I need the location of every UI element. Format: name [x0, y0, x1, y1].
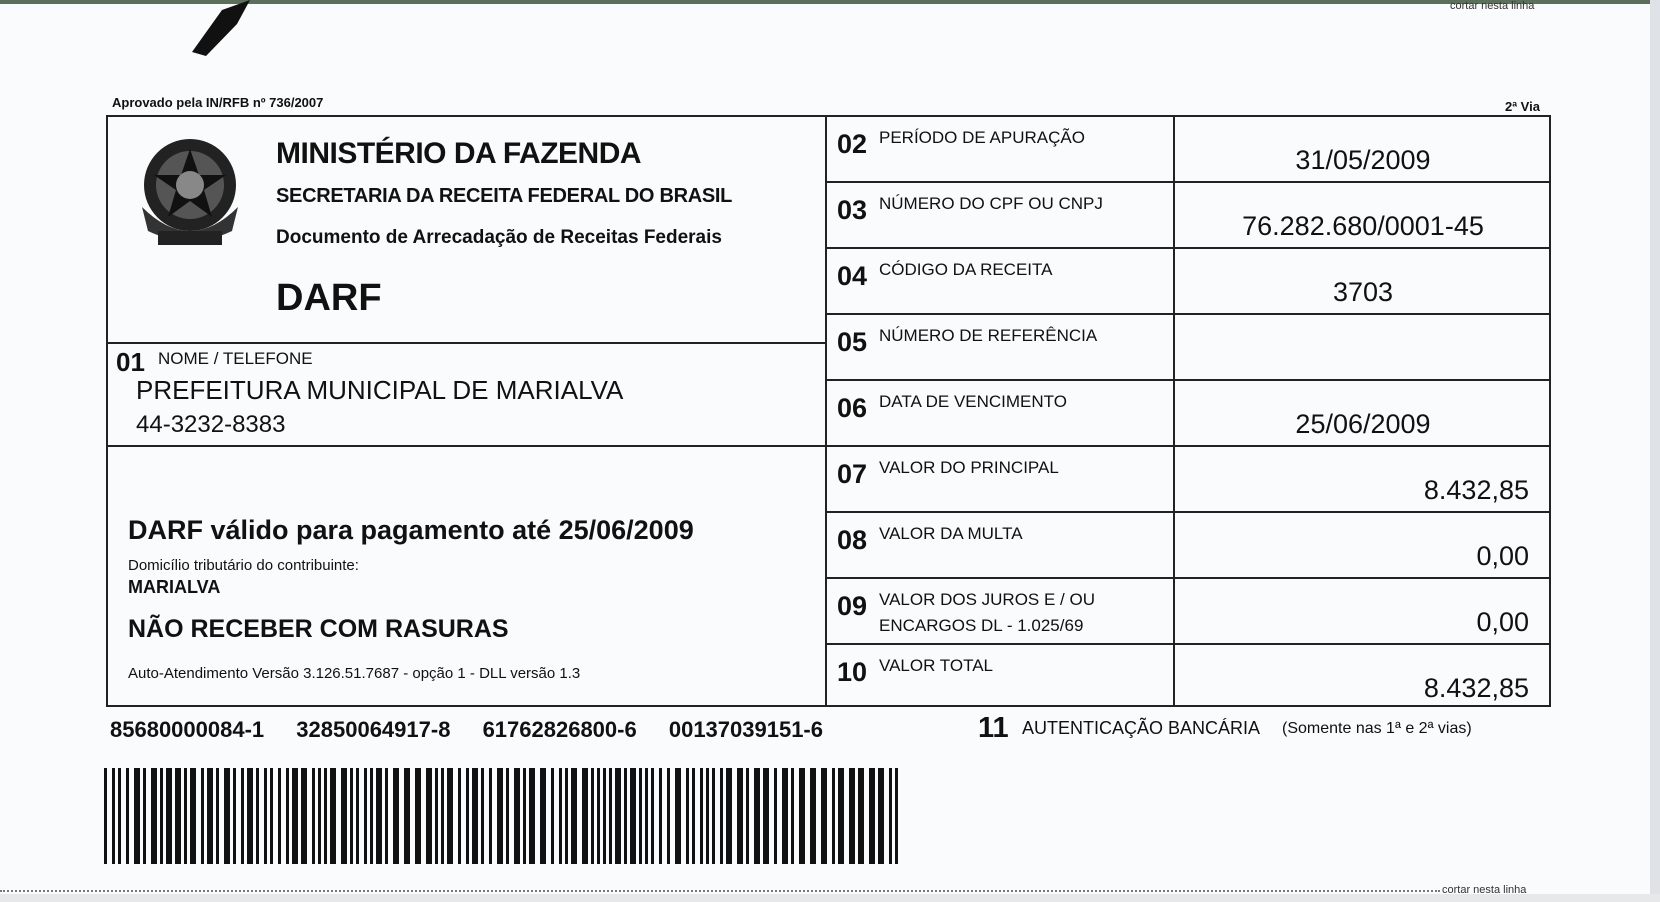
- field-label: CÓDIGO DA RECEITA: [879, 260, 1053, 279]
- ministry-title: MINISTÉRIO DA FAZENDA: [276, 137, 642, 170]
- divider: [108, 445, 826, 447]
- field-label-cell: [827, 513, 1175, 577]
- field-value: 3703: [1332, 277, 1394, 307]
- cut-line-label: cortar nesta linha: [1442, 884, 1527, 896]
- field-value: 0,00: [1476, 541, 1529, 571]
- secretariat-title: SECRETARIA DA RECEITA FEDERAL DO BRASIL: [276, 185, 733, 207]
- barcode-block: 00137039151-6: [668, 717, 823, 742]
- taxpayer-phone: 44-3232-8383: [136, 411, 286, 438]
- barcode-icon: [104, 768, 902, 864]
- field-row-02: [827, 117, 1549, 183]
- field-11-label: AUTENTICAÇÃO BANCÁRIA: [1022, 718, 1261, 738]
- field-number: 07: [837, 459, 868, 489]
- field-number: 05: [837, 327, 868, 357]
- field-value: 25/06/2009: [1295, 409, 1431, 439]
- fields-table: [825, 115, 1551, 707]
- field-01-number: 01: [116, 347, 145, 377]
- cut-line-label-top: cortar nesta linha: [1450, 0, 1535, 12]
- field-label: VALOR TOTAL: [879, 656, 994, 675]
- field-row-03: [827, 183, 1549, 249]
- document-title: Documento de Arrecadação de Receitas Federais: [276, 227, 722, 248]
- self-service-version: Auto-Atendimento Versão 3.126.51.7687 - opção 1 - DLL versão 1.3: [128, 665, 581, 682]
- taxpayer-name: PREFEITURA MUNICIPAL DE MARIALVA: [136, 375, 624, 405]
- field-label: DATA DE VENCIMENTO: [879, 392, 1067, 411]
- header-block: [106, 115, 826, 707]
- field-01-label: NOME / TELEFONE: [158, 349, 313, 368]
- field-row-05: [827, 315, 1549, 381]
- field-number: 10: [837, 657, 868, 687]
- field-label-cell: [827, 183, 1175, 247]
- paper-bottom-edge: [0, 894, 1660, 902]
- field-row-04: [827, 249, 1549, 315]
- cut-line: [0, 890, 1440, 892]
- field-11-number: 11: [978, 712, 1009, 744]
- field-label: PERÍODO DE APURAÇÃO: [879, 128, 1085, 147]
- field-number: 04: [837, 261, 868, 291]
- barcode-block: 32850064917-8: [296, 717, 451, 742]
- field-value: 8.432,85: [1423, 475, 1529, 505]
- field-label-cell: [827, 117, 1175, 181]
- brazil-coat-of-arms-icon: [128, 127, 253, 255]
- barcode-block: 61762826800-6: [482, 717, 637, 742]
- validity-note: DARF válido para pagamento até 25/06/2009: [128, 515, 694, 545]
- paper-right-edge: [1650, 0, 1660, 902]
- field-label: VALOR DO PRINCIPAL: [879, 458, 1059, 477]
- field-label-cell: [827, 381, 1175, 445]
- field-value: 76.282.680/0001-45: [1242, 211, 1484, 241]
- approval-note: Aprovado pela IN/RFB nº 736/2007: [112, 95, 324, 110]
- header-cell: [108, 117, 826, 342]
- field-label-cell: [827, 249, 1175, 313]
- field-label: VALOR DA MULTA: [879, 524, 1023, 543]
- no-erasure-warning: NÃO RECEBER COM RASURAS: [128, 615, 509, 643]
- field-label: VALOR DOS JUROS E / OU ENCARGOS DL - 1.025/69: [879, 590, 1096, 635]
- field-number: 03: [837, 195, 868, 225]
- field-label: NÚMERO DE REFERÊNCIA: [879, 326, 1098, 345]
- field-row-08: [827, 513, 1549, 579]
- field-number: 06: [837, 393, 868, 423]
- field-row-10: [827, 645, 1549, 707]
- field-row-06: [827, 381, 1549, 447]
- ink-mark: [192, 0, 252, 56]
- field-label: NÚMERO DO CPF OU CNPJ: [879, 194, 1103, 213]
- field-number: 09: [837, 591, 868, 621]
- field-row-09: [827, 579, 1549, 645]
- field-number: 08: [837, 525, 868, 555]
- field-label-cell: [827, 645, 1175, 707]
- domicile-value: MARIALVA: [128, 577, 221, 597]
- field-row-07: [827, 447, 1549, 513]
- field-value: 31/05/2009: [1295, 145, 1431, 175]
- divider: [108, 342, 826, 344]
- field-label-cell: [827, 315, 1175, 379]
- field-value: 0,00: [1476, 607, 1529, 637]
- barcode-digits: [110, 717, 849, 743]
- field-label-cell: [827, 579, 1175, 643]
- domicile-label: Domicílio tributário do contribuinte:: [128, 557, 359, 574]
- field-value: 8.432,85: [1423, 673, 1529, 703]
- copy-indicator: 2ª Via: [1505, 99, 1540, 114]
- form-title: DARF: [276, 277, 382, 319]
- barcode-block: 85680000084-1: [110, 717, 265, 742]
- field-label-cell: [827, 447, 1175, 511]
- field-number: 02: [837, 129, 868, 159]
- field-11-note: (Somente nas 1ª e 2ª vias): [1282, 720, 1472, 737]
